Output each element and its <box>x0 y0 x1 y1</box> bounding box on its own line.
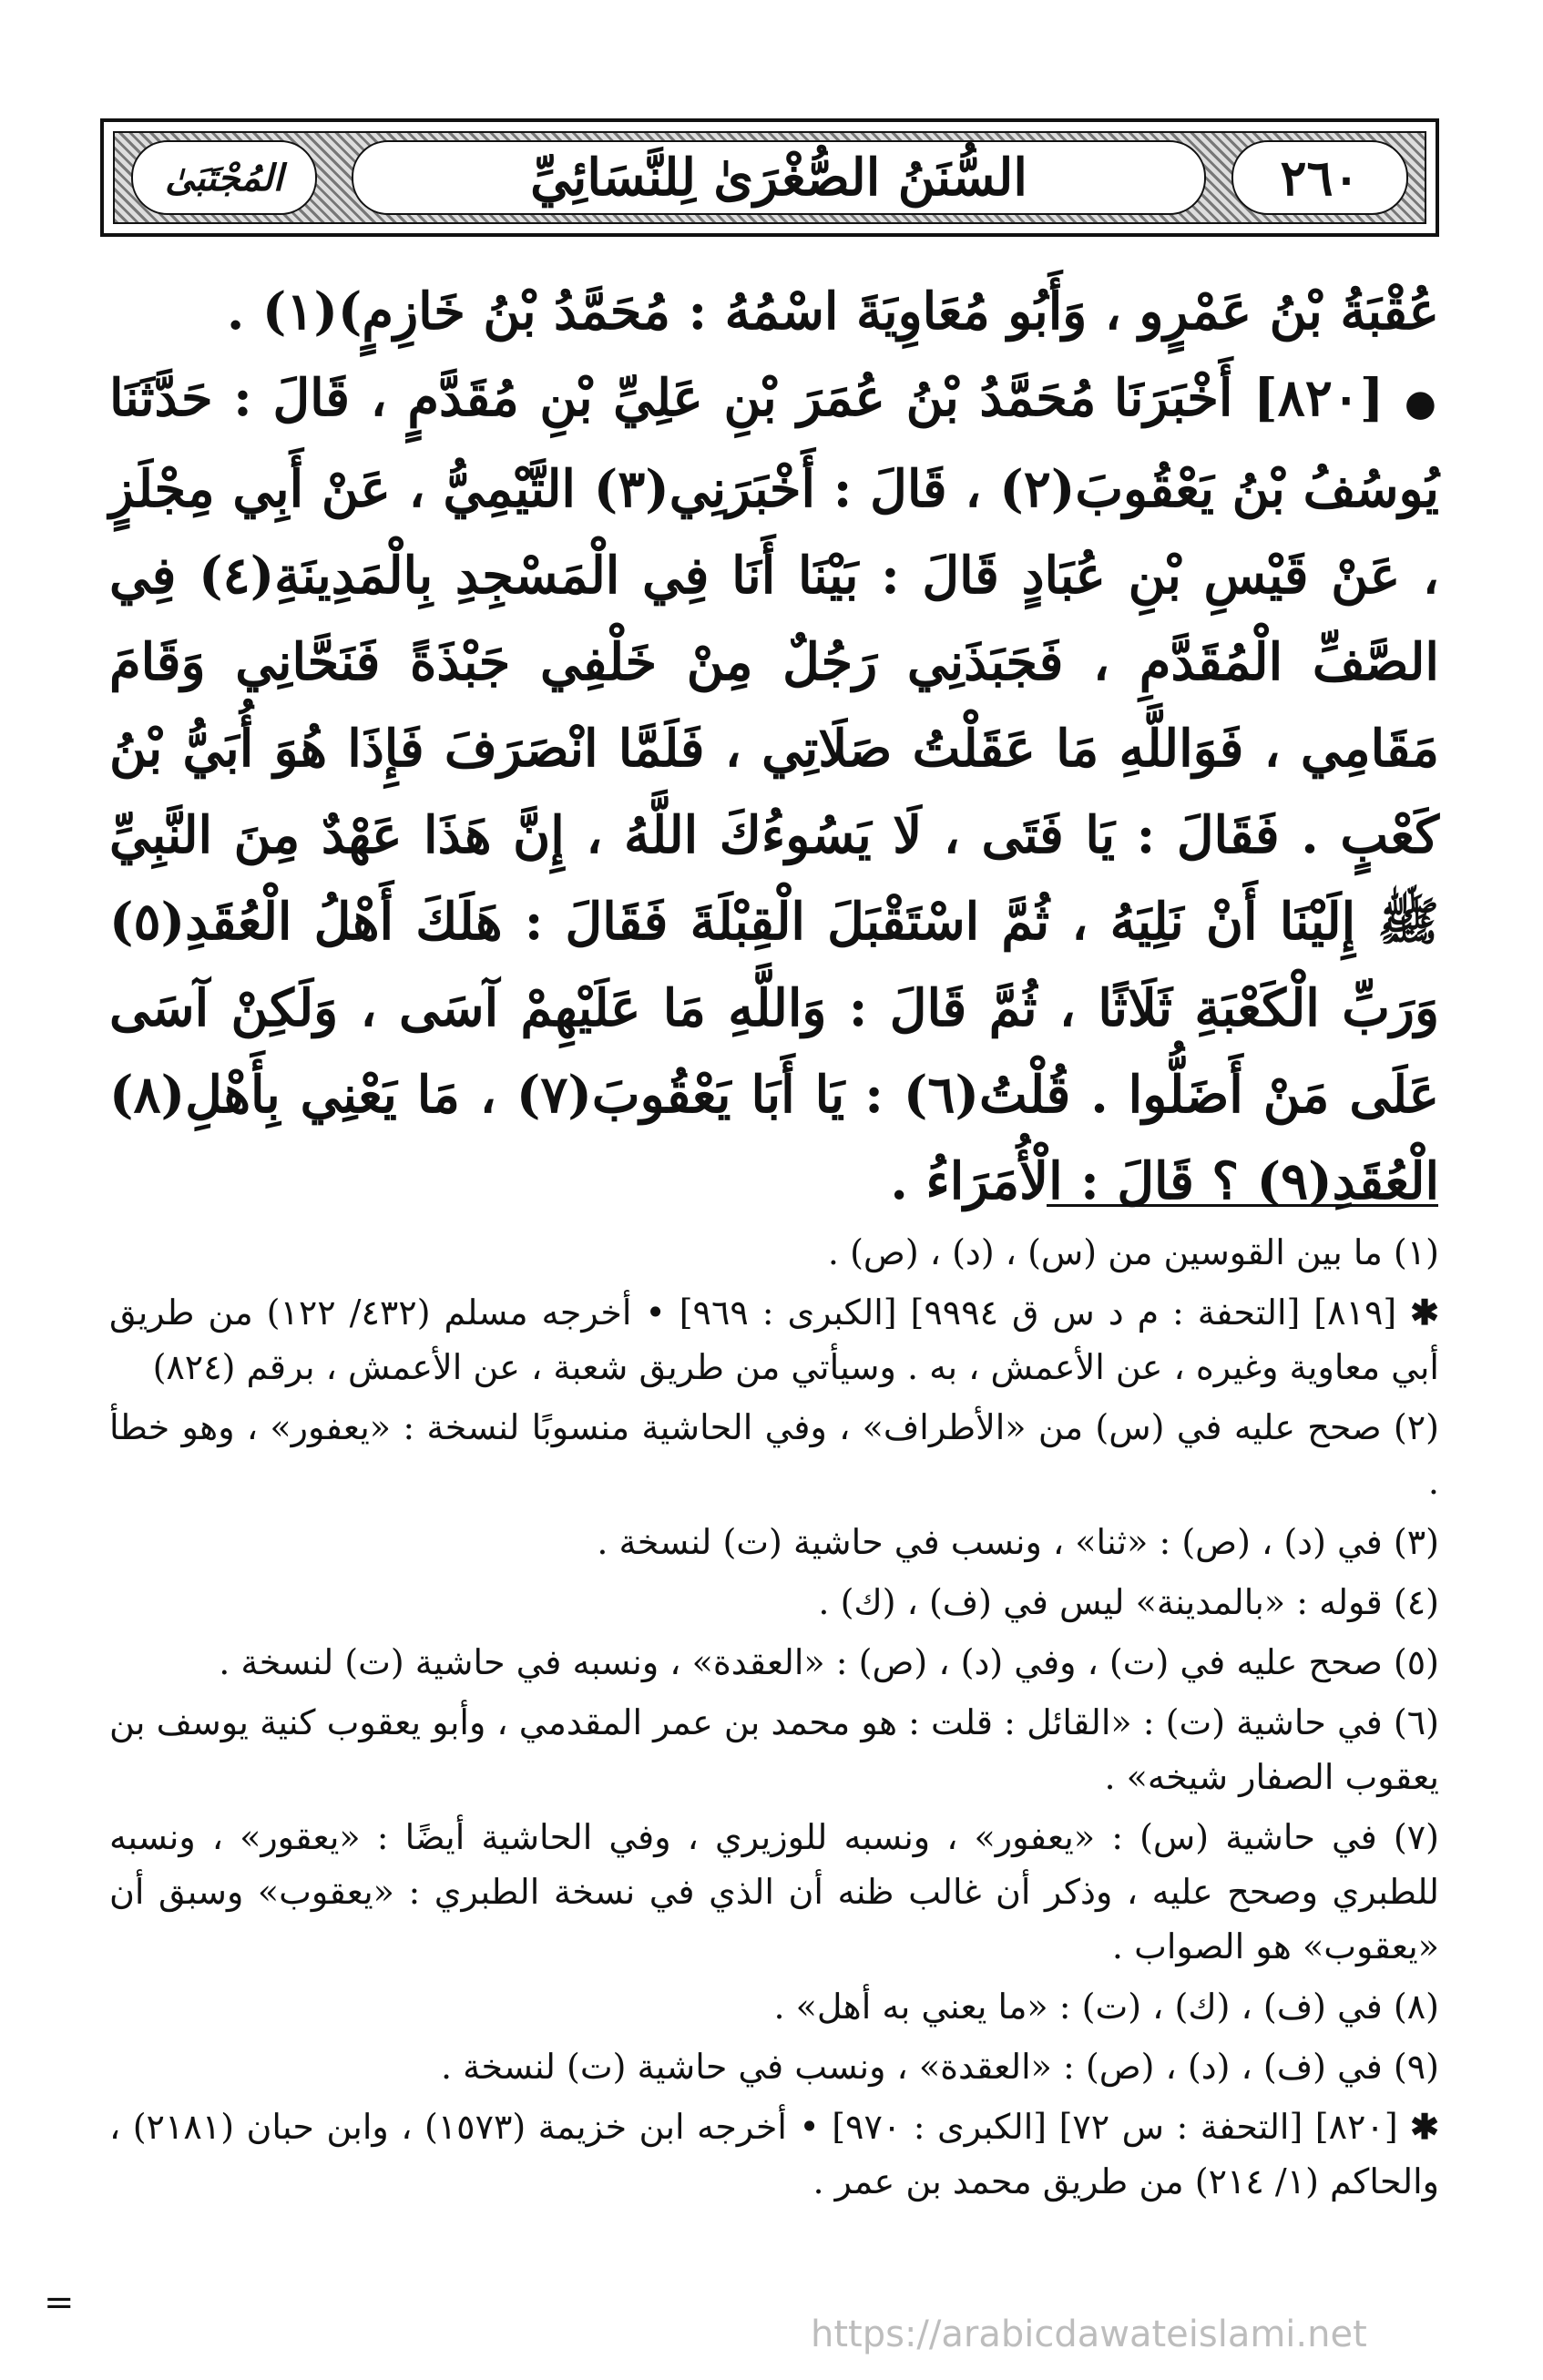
takhrij-819-text: [٨١٩] [التحفة : م د س ق ٩٩٩٤] [الكبرى : ٩٦٩] • أخرجه مسلم (٤٣٢/ ١٢٢) من طريق أبي معاوية وغيره ، عن الأعمش ، به . وسيأتي من طريق شعبة ، عن الأعمش ، برقم (٨٢٤) <box>109 1292 1439 1387</box>
asterisk-icon: ✱ <box>1410 2106 1439 2147</box>
footnote-9: (٩) في (ف) ، (د) ، (ص) : «العقدة» ، ونسب في حاشية (ت) لنسخة . <box>440 2047 1439 2087</box>
footnote-4: (٤) قوله : «بالمدينة» ليس في (ف) ، (ك) . <box>818 1582 1439 1622</box>
page-number: ٢٦٠ <box>1280 148 1360 207</box>
watermark-url: https://arabicdawateislami.net <box>811 2314 1367 2355</box>
entry-body: أَخْبَرَنَا مُحَمَّدُ بْنُ عُمَرَ بْنِ عَلِيِّ بْنِ مُقَدَّمٍ ، قَالَ : حَدَّثَنَا يُوسُفُ بْنُ يَعْقُوبَ(٢) ، قَالَ : أَخْبَرَنِي(٣) التَّيْمِيُّ ، عَنْ أَبِي مِجْلَزٍ ، عَنْ قَيْسِ بْنِ عُبَادٍ قَالَ : بَيْنَا أَنَا فِي الْمَسْجِدِ بِالْمَدِينَةِ(٤) فِي الصَّفِّ الْمُقَدَّمِ ، فَجَبَذَنِي رَجُلٌ مِنْ خَلْفِي جَبْذَةً فَنَحَّانِي وَقَامَ مَقَامِي ، فَوَاللَّهِ مَا عَقَلْتُ صَلَاتِي ، فَلَمَّا انْصَرَفَ فَإِذَا هُوَ أُبَيُّ بْنُ كَعْبٍ . فَقَالَ : يَا فَتَى ، لَا يَسُوءُكَ اللَّهُ ، إِنَّ هَذَا عَهْدٌ مِنَ النَّبِيِّ ﷺ إِلَيْنَا أَنْ نَلِيَهُ ، ثُمَّ اسْتَقْبَلَ الْقِبْلَةَ فَقَالَ : هَلَكَ أَهْلُ الْعُقَدِ(٥) وَرَبِّ الْكَعْبَةِ ثَلَاثًا ، ثُمَّ قَالَ : وَاللَّهِ مَا عَلَيْهِمْ آسَى ، وَلَكِنْ آسَى عَلَى مَنْ أَضَلُّوا . قُلْتُ(٦) : يَا أَبَا يَعْقُوبَ(٧) ، مَا يَعْنِي بِأَهْلِ(٨) الْعُقَدِ(٩) ؟ قَالَ : الْأُمَرَاءُ . <box>109 368 1440 1211</box>
footnote-3: (٣) في (د) ، (ص) : «ثنا» ، ونسب في حاشية (ت) لنسخة . <box>597 1522 1439 1562</box>
takhrij-819 <box>109 1285 1439 1394</box>
takhrij-820-text: [٨٢٠] [التحفة : س ٧٢] [الكبرى : ٩٧٠] • أخرجه ابن خزيمة (١٥٧٣) ، وابن حبان (٢١٨١) ، والحاكم (١/ ٢١٤) من طريق محمد بن عمر . <box>109 2107 1439 2201</box>
asterisk-icon: ✱ <box>1410 1292 1439 1333</box>
running-title-box <box>352 140 1206 215</box>
book-logo <box>131 140 317 215</box>
bullet-icon: ● <box>1404 382 1440 424</box>
footnote-8: (٨) في (ف) ، (ك) ، (ت) : «ما يعني به أهل» . <box>773 1987 1439 2027</box>
entry-number: [٨٢٠] <box>1253 368 1385 428</box>
header-ornament-frame <box>113 131 1426 224</box>
footnote-7: (٧) في حاشية (س) : «يعفور» ، ونسبه للوزيري ، وفي الحاشية أيضًا : «يعقور» ، ونسبه للطبري وصحح عليه ، وذكر أن غالب ظنه أن الذي في نسخة الطبري : «يعقوب» وسبق أن «يعقوب» هو الصواب . <box>109 1817 1439 1966</box>
footnote-divider <box>1047 1204 1438 1207</box>
footnotes <box>109 1225 1439 2214</box>
main-text <box>109 269 1439 1225</box>
book-logo-text: المُجْتَبَىٰ <box>165 156 283 199</box>
footnote-5: (٥) صحح عليه في (ت) ، وفي (د) ، (ص) : «العقدة» ، ونسبه في حاشية (ت) لنسخة . <box>219 1642 1439 1682</box>
takhrij-820 <box>109 2099 1439 2209</box>
footnote-6: (٦) في حاشية (ت) : «القائل : قلت : هو محمد بن عمر المقدمي ، وأبو يعقوب كنية يوسف بن يعقوب الصفار شيخه» . <box>109 1702 1439 1797</box>
running-title: السُّنَنُ الصُّغْرَىٰ لِلنَّسَائِيِّ <box>530 148 1027 208</box>
continuation-line: عُقْبَةُ بْنُ عَمْرٍو ، وَأَبُو مُعَاوِيَةَ اسْمُهُ : مُحَمَّدُ بْنُ خَازِمٍ)(١) . <box>226 281 1439 342</box>
footnote-2: (٢) صحح عليه في (س) من «الأطراف» ، وفي الحاشية منسوبًا لنسخة : «يعفور» ، وهو خطأ . <box>109 1407 1439 1502</box>
page-header <box>100 118 1439 237</box>
continuation-mark: = <box>44 2282 75 2324</box>
hadith-entry <box>109 355 1439 1225</box>
page-number-box <box>1231 140 1408 215</box>
footnote-1: (١) ما بين القوسين من (س) ، (د) ، (ص) . <box>827 1232 1439 1272</box>
